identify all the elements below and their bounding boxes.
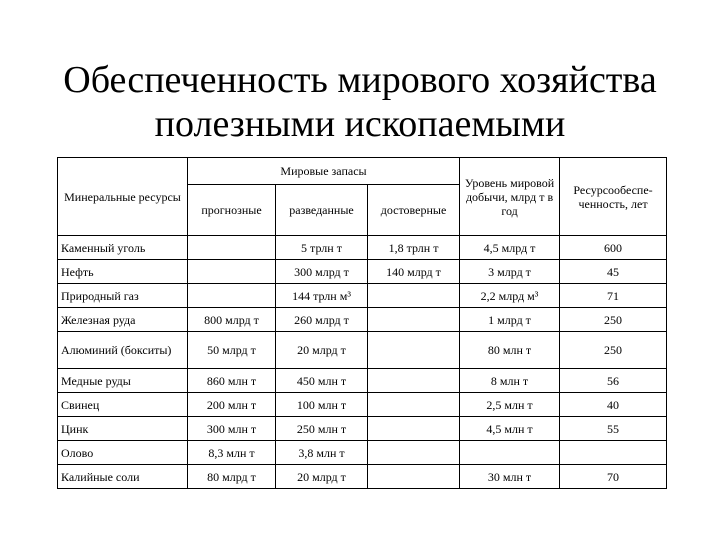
- cell-forecast: [188, 260, 276, 284]
- header-sufficiency: Ресурсообеспе-ченность, лет: [560, 158, 667, 236]
- cell-production: 2,5 млн т: [460, 393, 560, 417]
- cell-production: 80 млн т: [460, 332, 560, 369]
- cell-forecast: 860 млн т: [188, 369, 276, 393]
- cell-production: 30 млн т: [460, 465, 560, 489]
- cell-mineral-name: Свинец: [58, 393, 188, 417]
- cell-mineral-name: Медные руды: [58, 369, 188, 393]
- cell-proven: [368, 284, 460, 308]
- table-row: [58, 417, 667, 441]
- cell-mineral-name: Природный газ: [58, 284, 188, 308]
- cell-explored: 20 млрд т: [276, 465, 368, 489]
- cell-years: 250: [560, 308, 667, 332]
- cell-explored: 450 млн т: [276, 369, 368, 393]
- table-header: [58, 158, 667, 236]
- cell-production: [460, 441, 560, 465]
- cell-mineral-name: Калийные соли: [58, 465, 188, 489]
- cell-explored: 300 млрд т: [276, 260, 368, 284]
- cell-production: 1 млрд т: [460, 308, 560, 332]
- header-forecast: прогнозные: [188, 185, 276, 236]
- cell-forecast: [188, 284, 276, 308]
- cell-explored: 144 трлн м³: [276, 284, 368, 308]
- cell-production: 8 млн т: [460, 369, 560, 393]
- cell-proven: [368, 308, 460, 332]
- cell-explored: 260 млрд т: [276, 308, 368, 332]
- slide-title-line-1: Обеспеченность мирового хозяйства: [63, 59, 657, 101]
- cell-years: 71: [560, 284, 667, 308]
- table-row: [58, 441, 667, 465]
- cell-years: 40: [560, 393, 667, 417]
- header-explored: разведанные: [276, 185, 368, 236]
- header-production: Уровень мировой добычи, млрд т в год: [460, 158, 560, 236]
- cell-mineral-name: Нефть: [58, 260, 188, 284]
- cell-proven: [368, 393, 460, 417]
- cell-forecast: 50 млрд т: [188, 332, 276, 369]
- cell-production: 4,5 млн т: [460, 417, 560, 441]
- cell-proven: [368, 369, 460, 393]
- cell-explored: 5 трлн т: [276, 236, 368, 260]
- cell-years: 250: [560, 332, 667, 369]
- header-minerals: Минеральные ресурсы: [58, 158, 188, 236]
- cell-years: 600: [560, 236, 667, 260]
- cell-forecast: 200 млн т: [188, 393, 276, 417]
- slide-title: [0, 58, 720, 146]
- header-proven: достоверные: [368, 185, 460, 236]
- cell-explored: 100 млн т: [276, 393, 368, 417]
- cell-forecast: [188, 236, 276, 260]
- slide-title-line-2: полезными ископаемыми: [154, 103, 566, 145]
- table-row: [58, 369, 667, 393]
- cell-mineral-name: Цинк: [58, 417, 188, 441]
- cell-years: 56: [560, 369, 667, 393]
- table-row: [58, 260, 667, 284]
- table-row: [58, 284, 667, 308]
- table-row: [58, 465, 667, 489]
- cell-forecast: 300 млн т: [188, 417, 276, 441]
- cell-production: 3 млрд т: [460, 260, 560, 284]
- cell-explored: 250 млн т: [276, 417, 368, 441]
- table-row: [58, 393, 667, 417]
- cell-production: 4,5 млрд т: [460, 236, 560, 260]
- table-body: [58, 236, 667, 489]
- cell-mineral-name: Каменный уголь: [58, 236, 188, 260]
- cell-proven: [368, 465, 460, 489]
- cell-mineral-name: Алюминий (бокситы): [58, 332, 188, 369]
- cell-explored: 20 млрд т: [276, 332, 368, 369]
- cell-mineral-name: Олово: [58, 441, 188, 465]
- cell-proven: [368, 332, 460, 369]
- cell-forecast: 8,3 млн т: [188, 441, 276, 465]
- resources-table: [57, 157, 667, 489]
- cell-years: 45: [560, 260, 667, 284]
- cell-proven: 140 млрд т: [368, 260, 460, 284]
- cell-production: 2,2 млрд м³: [460, 284, 560, 308]
- cell-forecast: 800 млрд т: [188, 308, 276, 332]
- cell-explored: 3,8 млн т: [276, 441, 368, 465]
- cell-years: [560, 441, 667, 465]
- cell-years: 55: [560, 417, 667, 441]
- table-row: [58, 308, 667, 332]
- cell-years: 70: [560, 465, 667, 489]
- header-world-reserves: Мировые запасы: [188, 158, 460, 185]
- cell-mineral-name: Железная руда: [58, 308, 188, 332]
- table-row: [58, 236, 667, 260]
- cell-proven: [368, 417, 460, 441]
- cell-forecast: 80 млрд т: [188, 465, 276, 489]
- cell-proven: [368, 441, 460, 465]
- cell-proven: 1,8 трлн т: [368, 236, 460, 260]
- table-row: [58, 332, 667, 369]
